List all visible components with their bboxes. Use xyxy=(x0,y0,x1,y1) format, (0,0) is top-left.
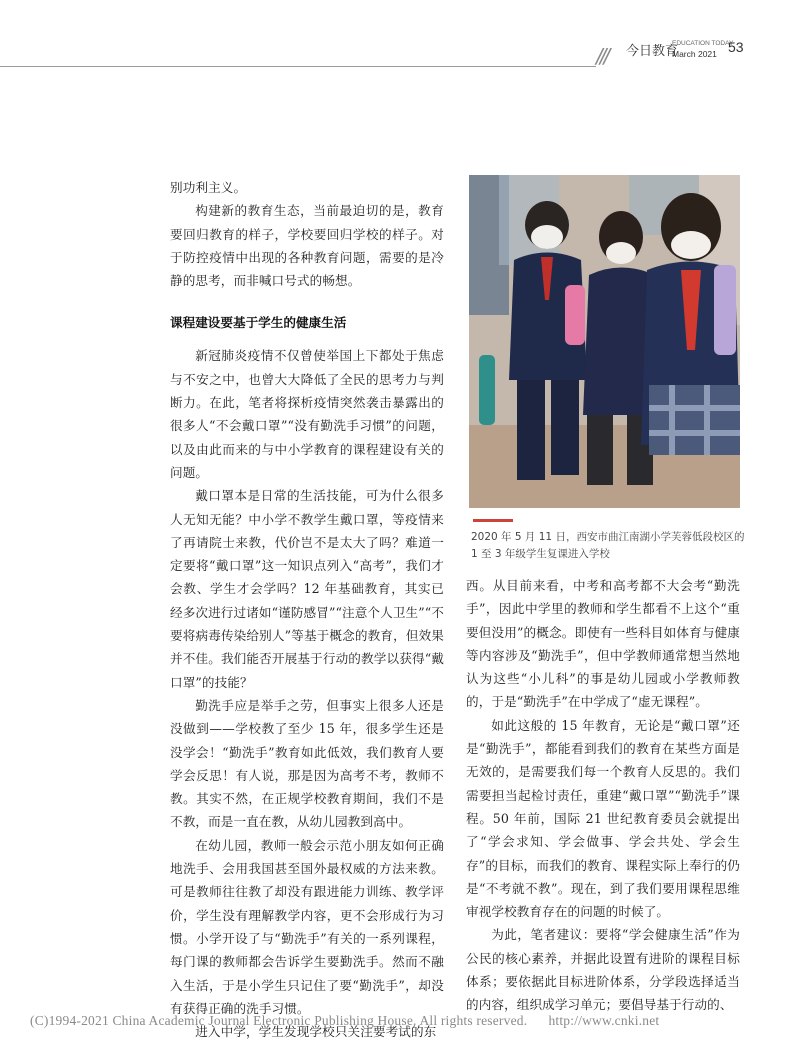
paragraph: 西。从目前来看，中考和高考都不大会考“勤洗手”，因此中学里的教师和学生都看不上这个“重要但没用”的概念。即使有一些科目如体育与健康等内容涉及“勤洗手”，但中学教师通常想当然地认为这些“小儿科”的事是幼儿园或小学教师教的，于是“勤洗手”在中学成了“虚无课程”。 xyxy=(466,578,740,710)
paragraph: 新冠肺炎疫情不仅曾使举国上下都处于焦虑与不安之中，也曾大大降低了全民的思考力与判断力。在此，笔者将探析疫情突然袭击暴露出的很多人“不会戴口罩”“没有勤洗手习惯”的问题，以及由此而来的与中小学教育的课程建设有关的问题。 xyxy=(170,348,444,480)
paragraph: 勤洗手应是举手之劳，但事实上很多人还是没做到——学校教了至少 15 年，很多学生还是没学会！“勤洗手”教育如此低效，我们教育人要学会反思！有人说，那是因为高考不考，教师不教。其实不然，在正规学校教育期间，我们不是不教，而是一直在教，从幼儿园教到高中。 xyxy=(170,697,444,830)
paragraph: 在幼儿园，教师一般会示范小朋友如何正确地洗手、会用我国甚至国外最权威的方法来教。可是教师往往教了却没有跟进能力训练、教学评价，学生没有理解教学内容，更不会形成行为习惯。小学开设了与“勤洗手”有关的一系列课程，每门课的教师都会告诉学生要勤洗手。然而不融入生活，于是小学生只记住了要“勤洗手”，却没有获得正确的洗手习惯。 xyxy=(170,837,444,1016)
caption-accent-bar xyxy=(473,519,513,522)
left-column xyxy=(170,176,444,1043)
photo-caption: 2020 年 5 月 11 日，西安市曲江南湖小学芙蓉低段校区的 1 至 3 年级学生复课进入学校 xyxy=(471,531,745,560)
page-number: 53 xyxy=(728,39,744,55)
magazine-subtitle: EDUCATION TODAY xyxy=(672,40,734,47)
paragraph: 戴口罩本是日常的生活技能，可为什么很多人无知无能？中小学不教学生戴口罩，等疫情来了再请院士来教，代价岂不是太大了吗？难道一定要将“戴口罩”这一知识点列入“高考”，我们才会教、学生才会学吗？12 年基础教育，其实已经多次进行过诸如“谨防感冒”“注意个人卫生”“不要将病毒传染给别人”等基于概念的教育，但效果并不佳。我们能否开展基于行动的教学以获得“戴口罩”的技能？ xyxy=(170,488,444,690)
issue-date: March 2021 xyxy=(672,49,717,59)
paragraph: 为此，笔者建议：要将“学会健康生活”作为公民的核心素养，并据此设置有进阶的课程目标体系；要依据此目标进阶体系，分学段选择适当的内容，组织成学习单元；要倡导基于行动的、 xyxy=(466,927,740,1013)
paragraph: 进入中学，学生发现学校只关注要考试的东 xyxy=(195,1024,437,1040)
header-rule xyxy=(0,66,596,67)
paragraph: 别功利主义。 xyxy=(170,180,247,195)
magazine-name: 今日教育 xyxy=(626,44,679,59)
footer-url[interactable]: http://www.cnki.net xyxy=(548,1013,660,1028)
section-heading: 课程建设要基于学生的健康生活 xyxy=(170,315,347,331)
students-illustration xyxy=(469,175,740,508)
paragraph: 如此这般的 15 年教育，无论是“戴口罩”还是“勤洗手”，都能看到我们的教育在某些方面是无效的，是需要我们每一个教育人反思的。我们需要担当起检讨责任，重建“戴口罩”“勤洗手”课程。50 年前，国际 21 世纪教育委员会就提出了“学会求知、学会做事、学会共处、学会生存”的目标，而我们的教育、课程实际上奉行的仍是“不考就不教”。现在，到了我们要用课程思维审视学校教育存在的问题的时候了。 xyxy=(466,717,740,920)
right-column xyxy=(466,574,740,1017)
header-slash-decoration: /// xyxy=(596,44,608,68)
copyright-text: (C)1994-2021 China Academic Journal Electronic Publishing House. All rights reserved. xyxy=(30,1013,528,1028)
article-photo xyxy=(469,175,740,508)
paragraph: 构建新的教育生态，当前最迫切的是，教育要回归教育的样子，学校要回归学校的样子。对于防控疫情中出现的各种教育问题，需要的是冷静的思考，而非喊口号式的畅想。 xyxy=(170,203,444,289)
copyright-footer xyxy=(30,1013,770,1029)
